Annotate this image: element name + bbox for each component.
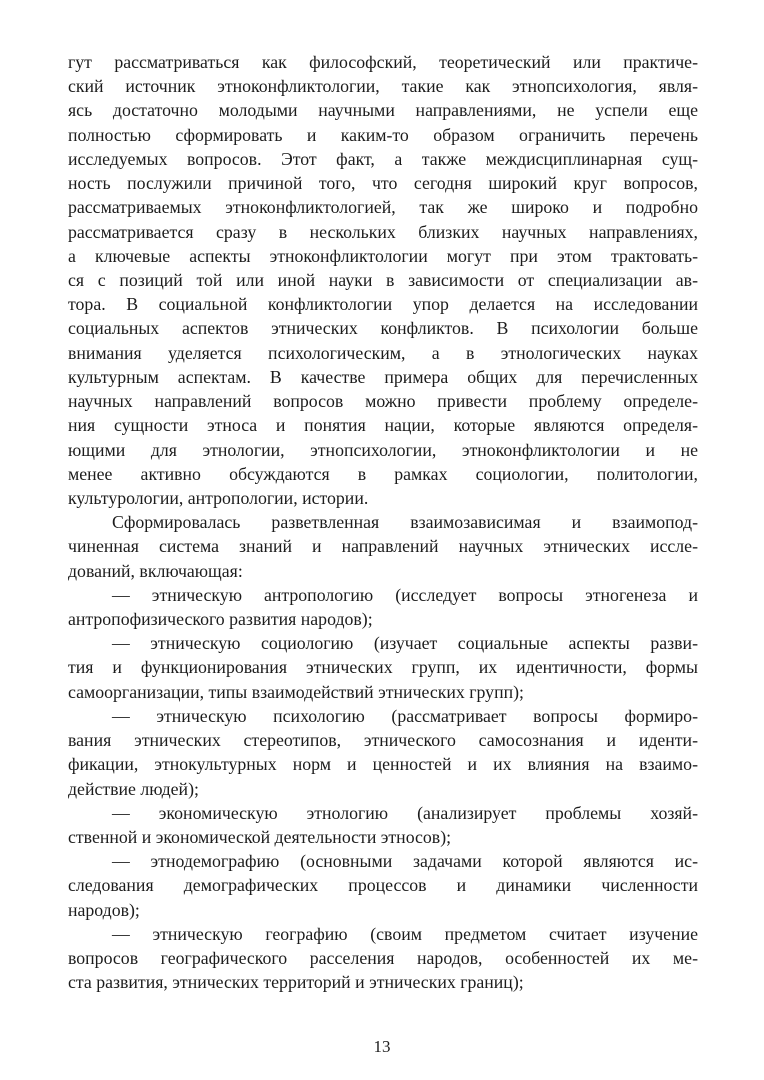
- text-line: рассматриваемых этноконфликтологией, так же широко и подробно: [68, 197, 698, 218]
- text-line: ственной и экономической деятельности этносов);: [68, 827, 452, 847]
- text-line: тора. В социальной конфликтологии упор делается на исследовании: [68, 294, 698, 315]
- text-line: внимания уделяется психологическим, а в этнологических науках: [68, 342, 698, 363]
- text-line: фикации, этнокультурных норм и ценностей и их влияния на взаимо-: [68, 754, 698, 775]
- text-line: культурным аспектам. В качестве примера общих для перечисленных: [68, 366, 698, 387]
- text-line: следования демографических процессов и динамики численности: [68, 875, 698, 896]
- page-number: 13: [373, 1037, 391, 1056]
- text-line: исследуемых вопросов. Этот факт, а также междисциплинарная сущ-: [68, 148, 698, 169]
- text-line: действие людей);: [68, 778, 199, 799]
- list-item-line: — этническую психологию (рассматривает вопросы формиро-: [112, 705, 698, 726]
- text-line: рассматривается сразу в нескольких близких научных направлениях,: [68, 221, 698, 242]
- text-line: гут рассматриваться как философский, теоретический или практиче-: [68, 52, 698, 72]
- text-line: ский источник этноконфликтологии, такие как этнопсихология, явля-: [68, 76, 698, 97]
- text-line: ся с позиций той или иной науки в зависимости от специализации ав-: [68, 269, 698, 290]
- list-item-line: — этническую антропологию (исследует вопросы этногенеза и: [112, 584, 698, 605]
- text-line: культурологии, антропологии, истории.: [68, 487, 369, 508]
- list-item-line: — этническую социологию (изучает социальные аспекты разви-: [112, 633, 698, 654]
- text-line: дований, включающая:: [68, 560, 243, 581]
- text-line: чиненная система знаний и направлений научных этнических иссле-: [68, 536, 698, 557]
- text-line: а ключевые аспекты этноконфликтологии могут при этом трактовать-: [68, 245, 698, 266]
- text-line: антропофизического развития народов);: [68, 609, 373, 630]
- text-line: ющими для этнологии, этнопсихологии, этноконфликтологии и не: [68, 439, 698, 460]
- text-line: ста развития, этнических территорий и этнических границ);: [68, 972, 524, 993]
- text-line: социальных аспектов этнических конфликтов. В психологии больше: [68, 318, 698, 339]
- text-line: вания этнических стереотипов, этнического самосознания и иденти-: [68, 730, 698, 751]
- text-line: научных направлений вопросов можно привести проблему определе-: [68, 391, 698, 412]
- list-item-line: — этническую географию (своим предметом считает изучение: [112, 923, 698, 944]
- text-line: вопросов географического расселения народов, особенностей их ме-: [68, 948, 698, 969]
- text-line: народов);: [68, 899, 140, 920]
- list-item-line: — этнодемографию (основными задачами которой являются ис-: [112, 851, 698, 872]
- text-line: полностью сформировать и каким-то образом ограничить перечень: [68, 124, 698, 145]
- text-line: ясь достаточно молодыми научными направлениями, не успели еще: [68, 100, 698, 121]
- body-text: [68, 50, 698, 995]
- text-line: ния сущности этноса и понятия нации, которые являются определя-: [68, 415, 698, 436]
- list-item-line: — экономическую этнологию (анализирует проблемы хозяй-: [112, 802, 698, 823]
- text-line: тия и функционирования этнических групп, их идентичности, формы: [68, 657, 698, 678]
- text-line: менее активно обсуждаются в рамках социологии, политологии,: [68, 463, 698, 484]
- text-line: самоорганизации, типы взаимодействий этнических групп);: [68, 681, 524, 702]
- text-line: ность послужили причиной того, что сегодня широкий круг вопросов,: [68, 173, 698, 194]
- paragraph-first-line: Сформировалась разветвленная взаимозависимая и взаимопод-: [112, 512, 698, 533]
